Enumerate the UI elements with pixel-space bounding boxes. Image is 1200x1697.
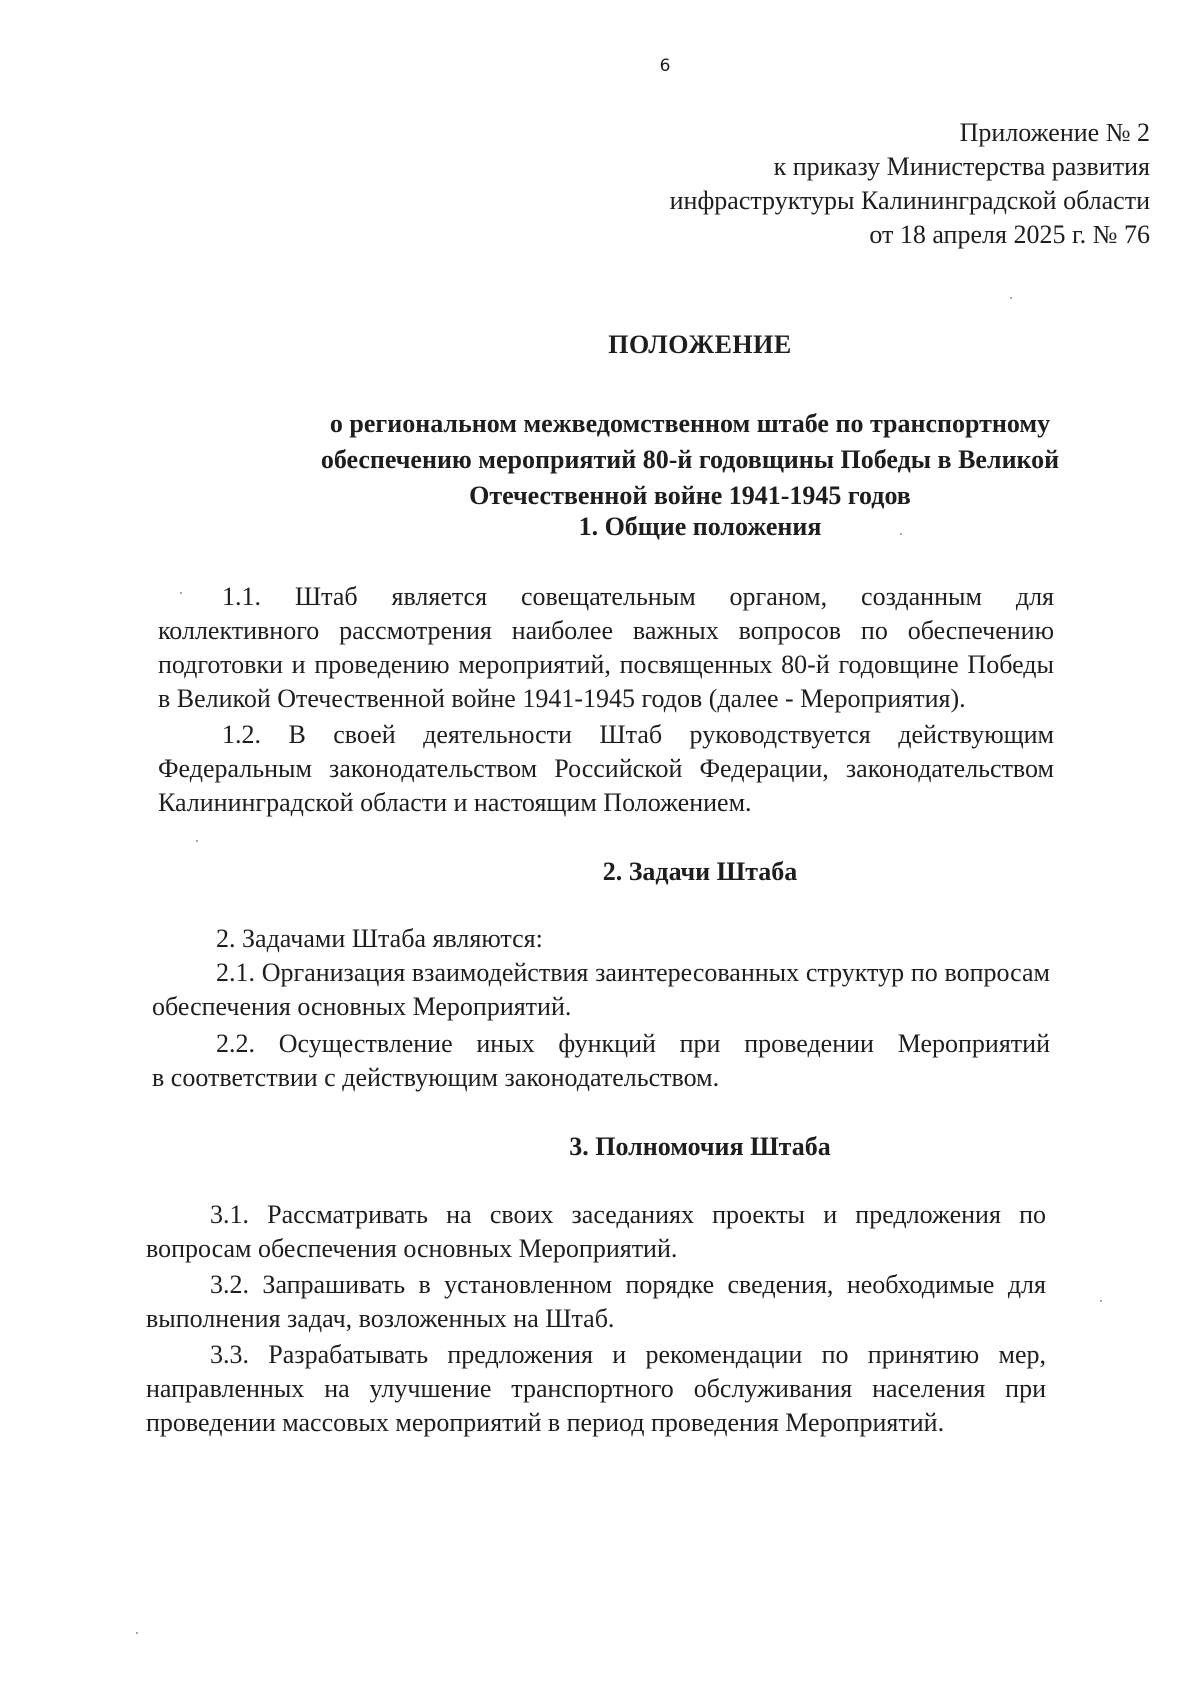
paragraph-line: направленных на улучшение транспортного обслуживания населения при <box>146 1374 1046 1403</box>
paragraph-line: проведении массовых мероприятий в период проведения Мероприятий. <box>146 1408 945 1437</box>
subtitle-line: Отечественной войне 1941-1945 годов <box>469 481 911 510</box>
document-subtitle <box>255 406 1125 514</box>
paragraph-line: выполнения задач, возложенных на Штаб. <box>146 1304 615 1333</box>
paragraph-2-1 <box>152 956 1050 1024</box>
paragraph-line: 2. Задачами Штаба являются: <box>216 924 543 953</box>
paragraph-2 <box>152 922 1050 956</box>
paragraph-3-2 <box>146 1268 1046 1336</box>
paragraph-line: в соответствии с действующим законодательством. <box>152 1063 720 1092</box>
paragraph-line: Калининградской области и настоящим Положением. <box>158 788 752 817</box>
appendix-line: к приказу Министерства развития <box>773 152 1150 181</box>
appendix-line: от 18 апреля 2025 г. № 76 <box>869 220 1150 249</box>
paragraph-line: 3.3. Разрабатывать предложения и рекомендации по принятию мер, <box>210 1340 1046 1369</box>
paragraph-line: 1.1. Штаб является совещательным органом, созданным для <box>222 582 1054 611</box>
appendix-line: инфраструктуры Калининградской области <box>669 186 1150 215</box>
paragraph-line: вопросам обеспечения основных Мероприятий. <box>146 1234 678 1263</box>
paragraph-1-2 <box>158 718 1054 820</box>
subtitle-line: обеспечению мероприятий 80-й годовщины Победы в Великой <box>320 445 1060 474</box>
paragraph-line: 2.1. Организация взаимодействия заинтересованных структур по вопросам <box>216 958 1050 987</box>
scan-speck <box>1100 1300 1102 1302</box>
paragraph-line: Федеральным законодательством Российской Федерации, законодательством <box>158 754 1054 783</box>
paragraph-line: в Великой Отечественной войне 1941-1945 годов (далее - Мероприятия). <box>158 684 966 713</box>
scan-speck <box>1010 297 1012 299</box>
paragraph-3-1 <box>146 1198 1046 1266</box>
paragraph-1-1 <box>158 580 1054 716</box>
scan-speck <box>180 592 182 594</box>
scan-speck <box>196 840 198 842</box>
paragraph-line: подготовки и проведению мероприятий, посвященных 80-й годовщине Победы <box>158 650 1054 679</box>
appendix-line: Приложение № 2 <box>959 118 1150 147</box>
paragraph-3-3 <box>146 1338 1046 1440</box>
paragraph-line: обеспечения основных Мероприятий. <box>152 992 572 1021</box>
section-heading-general: 1. Общие положения <box>578 512 822 541</box>
paragraph-line: коллективного рассмотрения наиболее важных вопросов по обеспечению <box>158 616 1054 645</box>
paragraph-line: 3.1. Рассматривать на своих заседаниях проекты и предложения по <box>210 1200 1046 1229</box>
scan-speck <box>136 1632 138 1634</box>
paragraph-2-2 <box>152 1027 1050 1095</box>
appendix-reference <box>450 116 1150 252</box>
document-title: ПОЛОЖЕНИЕ <box>608 330 792 359</box>
paragraph-line: 1.2. В своей деятельности Штаб руководствуется действующим <box>222 720 1054 749</box>
paragraph-line: 3.2. Запрашивать в установленном порядке сведения, необходимые для <box>210 1270 1046 1299</box>
page-number: 6 <box>659 56 671 76</box>
section-heading-powers: 3. Полномочия Штаба <box>569 1132 831 1161</box>
subtitle-line: о региональном межведомственном штабе по транспортному <box>329 409 1051 438</box>
section-heading-tasks: 2. Задачи Штаба <box>602 857 798 886</box>
paragraph-line: 2.2. Осуществление иных функций при проведении Мероприятий <box>216 1029 1050 1058</box>
scan-speck <box>900 533 902 535</box>
